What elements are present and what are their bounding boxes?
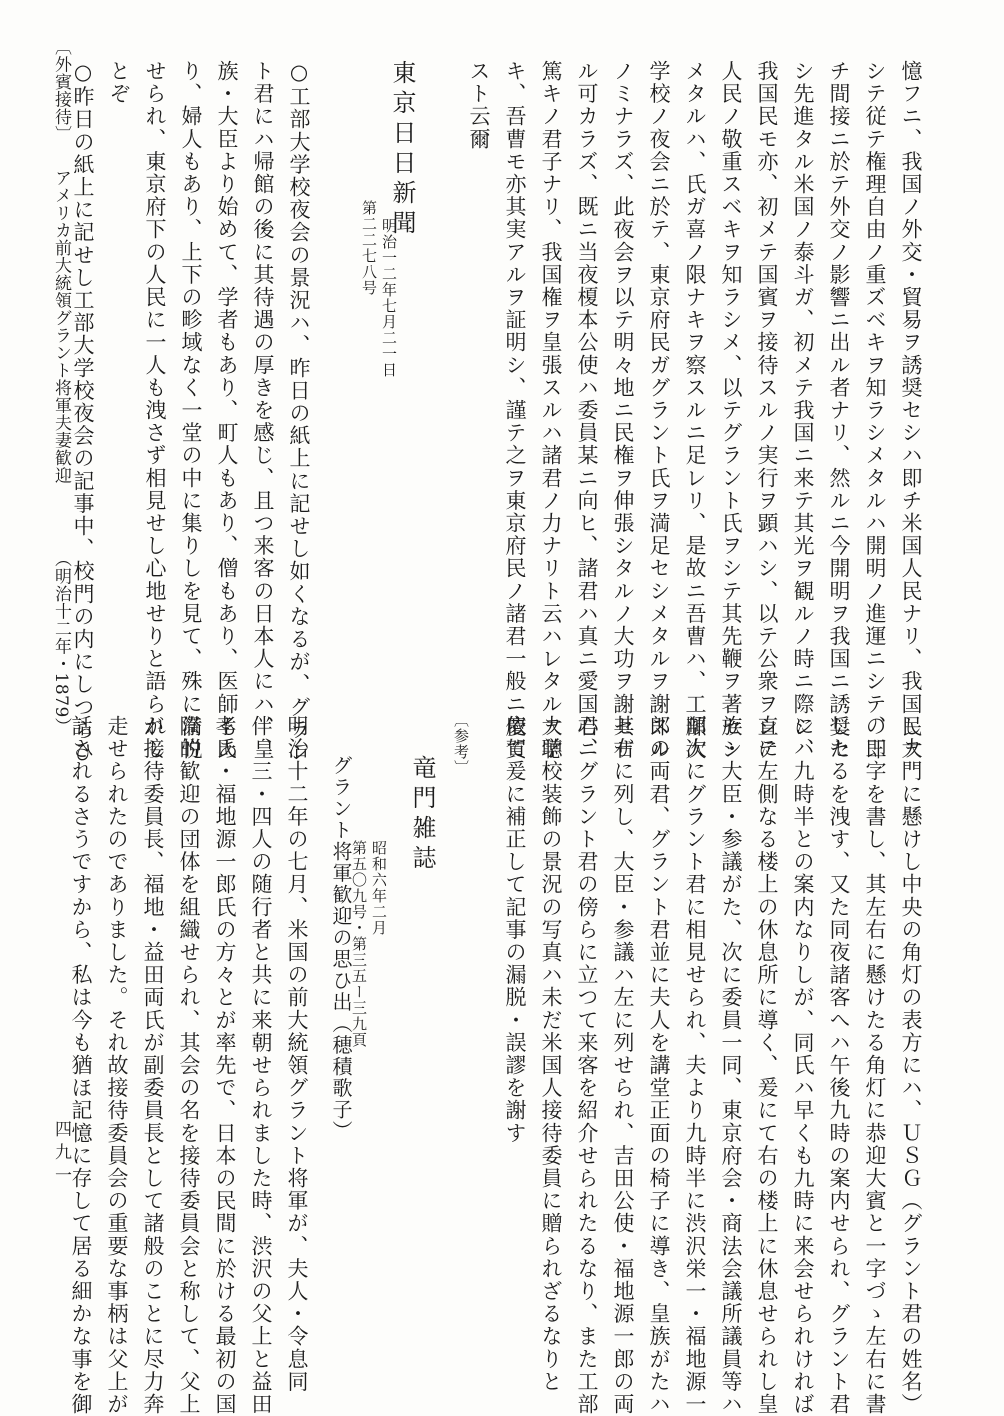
lower-text-line: 大学校装飾の景況の写真ハ未だ米国人接待委員に贈られざるなりと — [539, 715, 563, 1393]
upper-text-line: ル可カラズ、既ニ当夜榎本公使ハ委員某ニ向ヒ、諸君ハ真ニ愛国心ニ — [575, 60, 599, 761]
article-text-line: ト君にハ帰館の後に其待遇の厚きを感じ、且つ来客の日本人にハ、皇 — [251, 60, 275, 761]
essay-text-line: 話されるさうですから、私は今も猶ほ記憶に存して居る細かな事を御 — [69, 715, 93, 1416]
reference-tag: 〔参考〕 — [452, 712, 470, 776]
lower-text-line: し大門に懸けし中央の角灯の表方にハ、ＵＳＧ（グラント君の姓名） — [899, 715, 923, 1416]
magazine-title: 竜門雑誌 — [408, 755, 436, 875]
lower-text-line: 君、グラント君の傍らに立つて来客を紹介せられたるなり、また工部 — [575, 715, 599, 1416]
essay-text-line: 孝氏・福地源一郎氏の方々とが率先で、日本の民間に於ける最初の国 — [213, 715, 237, 1416]
essay-text-line: が接待委員長、福地・益田両氏が副委員長として諸般のことに尽力奔 — [141, 715, 165, 1416]
essay-text-line: 際的歓迎の団体を組織せられ、其会の名を接待委員会と称して、父上 — [177, 715, 201, 1416]
lower-text-line: 郎の両君、グラント君並に夫人を講堂正面の椅子に導き、皇族がたハ — [647, 715, 671, 1416]
upper-text-line: 学校ノ夜会ニ於テ、東京府民ガグラント氏ヲ満足セシメタルヲ謝スル — [647, 60, 671, 761]
article-text-line: り、婦人もあり、上下の畛域なく一堂の中に集りしを見て、殊に満悦 — [179, 60, 203, 761]
article-text-line: ○昨日の紙上に記せし工部大学校夜会の記事中、校門の内にしつらひ — [71, 60, 95, 764]
upper-text-line: スト云爾 — [467, 60, 491, 151]
newspaper-date: 明治一二年七月二一日 — [380, 218, 398, 378]
upper-text-line: 篤キノ君子ナリ、我国権ヲ皇張スルハ諸君ノ力ナリト云ハレタルヲ聴 — [539, 60, 563, 761]
lower-text-line: 依て爰に補正して記事の漏脱・誤謬を謝す — [503, 715, 527, 1145]
magazine-date: 昭和六年二月 — [370, 840, 388, 936]
essay-title: グラント将軍歓迎の思ひ出（穂積歌子） — [329, 755, 353, 1142]
newspaper-issue: 第二二七八号 — [360, 200, 378, 296]
article-text-line: ○工部大学校夜会の景況ハ、昨日の紙上に記せし如くなるが、グラン — [287, 60, 311, 764]
lower-text-line: の三字を書し、其左右に懸けたる角灯に恭迎大賓と一字づゝ左右に書 — [863, 715, 887, 1416]
section-title: アメリカ前大統領グラント将軍夫妻歓迎 — [51, 169, 71, 484]
upper-text-line: 憶フニ、我国ノ外交・貿易ヲ誘奨セシハ即チ米国人民ナリ、我国民ヲ — [899, 60, 923, 761]
page-number: 四九一 — [51, 1120, 71, 1189]
upper-text-line: メタルハ、氏ガ喜ノ限ナキヲ察スルニ足レリ、是故ニ吾曹ハ、工部大 — [683, 60, 707, 761]
article-text-line: とぞ — [107, 60, 131, 106]
newspaper-title: 東京日日新聞 — [388, 60, 416, 240]
lower-text-line: 直に左側なる楼上の休息所に導く、爰にて右の楼上に休息せられし皇 — [755, 715, 779, 1416]
article-text-line: せられ、東京府下の人民に一人も洩さず相見せし心地せりと語られし — [143, 60, 167, 761]
lower-text-line: 其右に列し、大臣・参議ハ左に列せられ、吉田公使・福地源一郎の両 — [611, 715, 635, 1416]
upper-text-line: 人民ノ敬重スベキヲ知ラシメ、以テグラント氏ヲシテ其先鞭ヲ著セシ — [719, 60, 743, 761]
section-label: 〔外賓接待〕 — [51, 38, 71, 143]
article-text-line: 族・大臣より始めて、学者もあり、町人もあり、僧もあり、医師もあ — [215, 60, 239, 761]
lower-text-line: したるを洩す、又た同夜諸客へハ午後九時の案内せられ、グラント君 — [827, 715, 851, 1416]
upper-text-line: ノミナラズ、此夜会ヲ以テ明々地ニ民権ヲ伸張シタルノ大功ヲ謝セザ — [611, 60, 635, 761]
essay-text-line: 走せられたのでありました。それ故接待委員会の重要な事柄は父上が — [105, 715, 129, 1416]
essay-text-line: 伴、三・四人の随行者と共に来朝せられました時、渋沢の父上と益田 — [249, 715, 273, 1416]
upper-text-line: シテ従テ権理自由ノ重ズベキヲ知ラシメタルハ開明ノ進運ニシテ、即 — [863, 60, 887, 761]
header-date: （明治十二年・1879） — [51, 550, 71, 736]
essay-text-line: 明治十二年の七月、米国の前大統領グラント将軍が、夫人・令息同 — [285, 715, 309, 1393]
upper-text-line: 我国民モ亦、初メテ国賓ヲ接待スルノ実行ヲ顕ハシ、以テ公衆ヲシテ — [755, 60, 779, 761]
upper-text-line: チ間接ニ於テ外交ノ影響ニ出ル者ナリ、然ルニ今開明ヲ我国ニ誘奨セ — [827, 60, 851, 761]
upper-text-line: キ、吾曹モ亦其実アルヲ証明シ、謹テ之ヲ東京府民ノ諸君一般ニ慶賀 — [503, 60, 527, 761]
lower-text-line: 順次にグラント君に相見せられ、夫より九時半に渋沢栄一・福地源一 — [683, 715, 707, 1416]
upper-text-line: シ先進タル米国ノ泰斗ガ、初メテ我国ニ来テ其光ヲ観ルノ時ニ際シ、 — [791, 60, 815, 761]
lower-text-line: 族・大臣・参議がた、次に委員一同、東京府会・商法会議所議員等ハ — [719, 715, 743, 1416]
lower-text-line: にハ九時半との案内なりしが、同氏ハ早くも九時に来会せられければ — [791, 715, 815, 1416]
magazine-issue: 第五〇九号・第三五ー三九頁 — [350, 840, 368, 1048]
